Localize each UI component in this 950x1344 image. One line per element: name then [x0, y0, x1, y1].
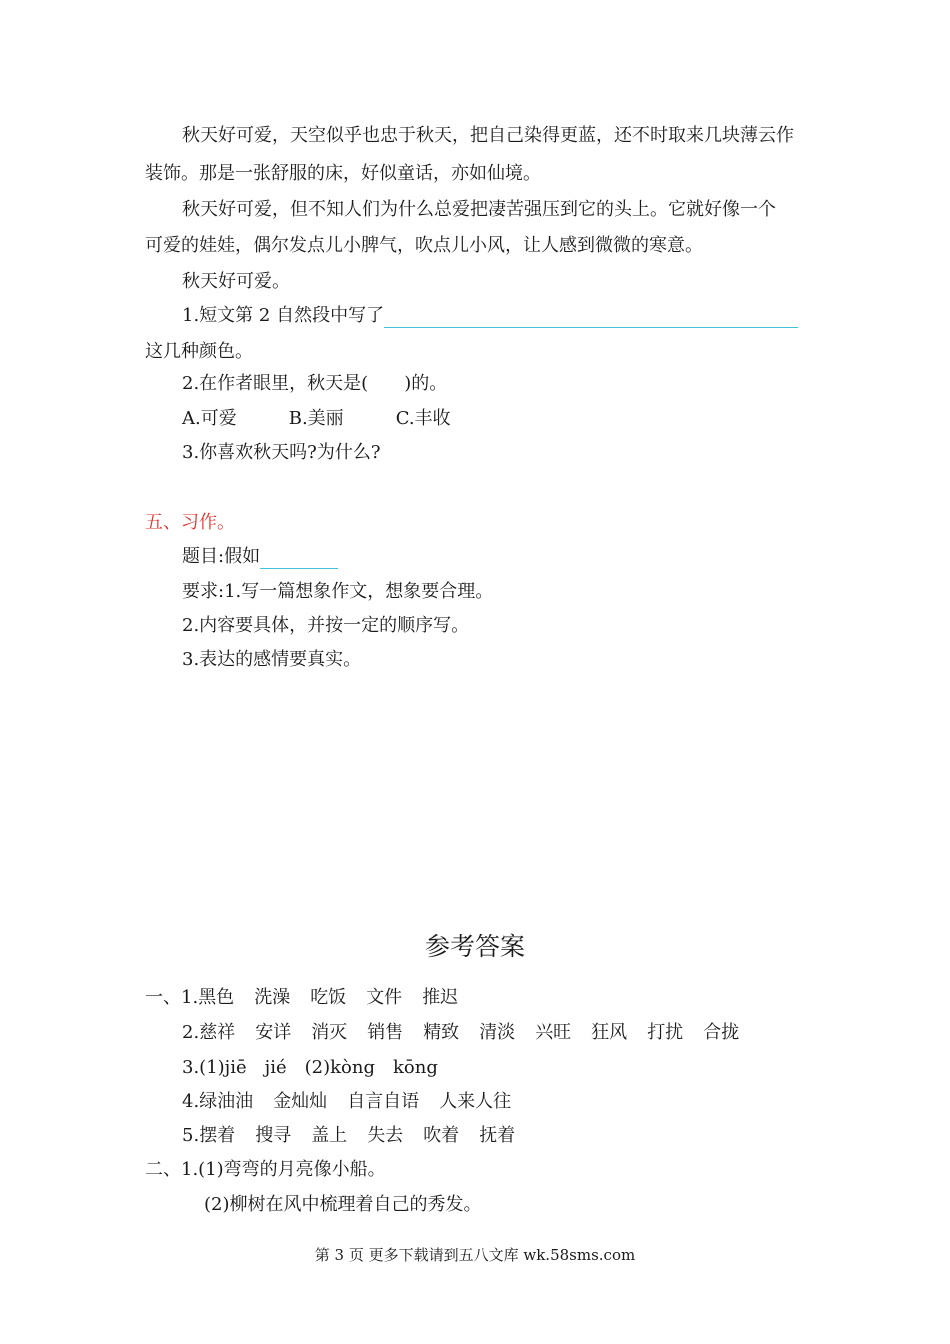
answer-label: 一、1.	[145, 987, 199, 1008]
answer-word: 兴旺	[535, 1022, 572, 1043]
writing-requirement: 2.内容要具体，并按一定的顺序写。	[182, 615, 470, 636]
answer-blank-line	[384, 305, 798, 328]
answer-row: 二、1.(1)弯弯的月亮像小船。	[145, 1159, 386, 1180]
answer-word: 自言自语	[347, 1091, 420, 1112]
answer-word: 绿油油	[199, 1091, 254, 1112]
question-3: 3.你喜欢秋天吗?为什么?	[182, 442, 381, 463]
answer-word: 洗澡	[254, 987, 291, 1008]
page-footer: 第 3 页 更多下载请到五八文库 wk.58sms.com	[314, 1246, 636, 1264]
option-b: B.美丽	[288, 408, 344, 429]
answer-word: 摆着	[199, 1125, 236, 1146]
writing-requirement: 3.表达的感情要真实。	[182, 649, 362, 670]
answer-word: 吹着	[423, 1125, 460, 1146]
answer-word: 搜寻	[255, 1125, 292, 1146]
answer-word: 狂风	[591, 1022, 628, 1043]
question-1-suffix: 这几种颜色。	[145, 341, 253, 362]
topic-blank-line	[260, 546, 338, 569]
passage-line: 装饰。那是一张舒服的床，好似童话，亦如仙境。	[145, 163, 541, 184]
writing-requirement: 要求:1.写一篇想象作文，想象要合理。	[182, 581, 494, 602]
answers-title: 参考答案	[424, 932, 525, 961]
answer-word: 盖上	[311, 1125, 348, 1146]
option-c: C.丰收	[395, 408, 451, 429]
answer-word: 文件	[366, 987, 403, 1008]
answer-word: 慈祥	[199, 1022, 236, 1043]
option-a: A.可爱	[182, 408, 237, 429]
question-1	[182, 304, 798, 328]
question-1-text: 1.短文第 2 自然段中写了	[182, 305, 385, 326]
answer-row	[145, 986, 458, 1010]
answer-row-pinyin: 3.(1)jiē jié (2)kòng kōng	[182, 1057, 438, 1078]
answer-word: 清淡	[479, 1022, 516, 1043]
passage-line: 可爱的娃娃，偶尔发点儿小脾气，吹点儿小风，让人感到微微的寒意。	[145, 235, 703, 256]
answer-word: 打扰	[647, 1022, 684, 1043]
answer-word: 合拢	[703, 1022, 740, 1043]
section-heading-writing: 五、习作。	[145, 512, 235, 533]
answer-word: 人来人往	[439, 1091, 512, 1112]
answer-row	[182, 1090, 511, 1114]
answer-word: 金灿灿	[273, 1091, 328, 1112]
answer-word: 失去	[367, 1125, 404, 1146]
answer-label: 4.	[182, 1091, 200, 1112]
answer-word: 安详	[255, 1022, 292, 1043]
passage-line: 秋天好可爱，但不知人们为什么总爱把凄苦强压到它的头上。它就好像一个	[182, 199, 776, 220]
answer-word: 精致	[423, 1022, 460, 1043]
answer-row	[182, 1021, 739, 1045]
writing-topic	[182, 545, 338, 569]
passage-line: 秋天好可爱，天空似乎也忠于秋天，把自己染得更蓝，还不时取来几块薄云作	[182, 125, 794, 146]
passage-line: 秋天好可爱。	[182, 271, 290, 292]
question-2: 2.在作者眼里，秋天是( )的。	[182, 373, 448, 394]
answer-row: (2)柳树在风中梳理着自己的秀发。	[204, 1194, 482, 1215]
writing-topic-text: 题目:假如	[182, 546, 261, 567]
answer-word: 黑色	[198, 987, 235, 1008]
answer-word: 吃饭	[310, 987, 347, 1008]
answer-word: 抚着	[479, 1125, 516, 1146]
answer-word: 推迟	[422, 987, 459, 1008]
answer-label: 5.	[182, 1125, 200, 1146]
answer-word: 销售	[367, 1022, 404, 1043]
answer-word: 消灭	[311, 1022, 348, 1043]
question-2-options	[182, 407, 451, 431]
answer-row	[182, 1124, 515, 1148]
answer-label: 2.	[182, 1022, 200, 1043]
